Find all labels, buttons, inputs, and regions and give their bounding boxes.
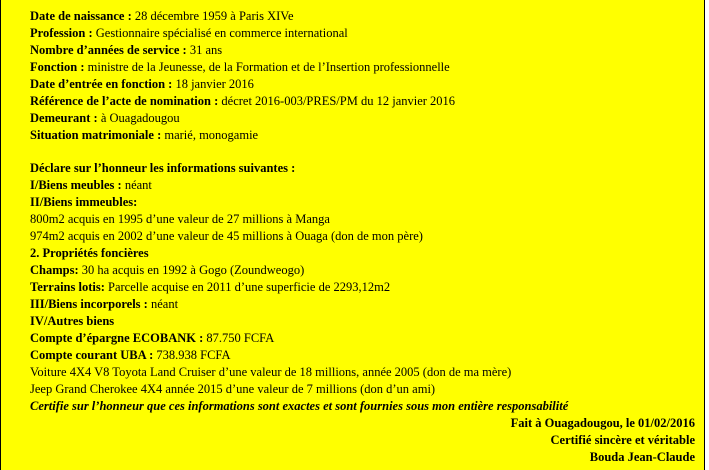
movable-assets-label: I/Biens meubles : [30, 178, 122, 192]
appointment-ref-value: décret 2016-003/PRES/PM du 12 janvier 2016 [218, 94, 456, 108]
residence-line [30, 110, 704, 127]
movable-assets-value: néant [121, 178, 152, 192]
function-value: ministre de la Jeunesse, de la Formation et de l’Insertion professionnelle [84, 60, 450, 74]
savings-account-label: Compte d’épargne ECOBANK : [30, 331, 204, 345]
marital-status-value: marié, monogamie [161, 128, 259, 142]
start-date-label: Date d’entrée en fonction : [30, 77, 173, 91]
place-date: Fait à Ouagadougou, le 01/02/2016 [510, 416, 695, 430]
profession-label: Profession : [30, 26, 93, 40]
appointment-ref-line [30, 93, 704, 110]
service-years-value: 31 ans [186, 43, 223, 57]
intangible-assets-line [30, 296, 704, 313]
intangible-assets-value: néant [147, 297, 179, 311]
spacer [30, 144, 704, 160]
profession-value: Gestionnaire spécialisé en commerce international [92, 26, 348, 40]
vehicle-item: Jeep Grand Cherokee 4X4 année 2015 d’une valeur de 7 millions (don d’un ami) [30, 382, 436, 396]
plots-label: Terrains lotis: [30, 280, 105, 294]
residence-value: à Ouagadougou [97, 111, 180, 125]
savings-account-line [30, 330, 704, 347]
signatory-name: Bouda Jean-Claude [589, 450, 695, 464]
declaration-heading: Déclare sur l’honneur les informations suivantes : [30, 161, 296, 175]
birth-date-value: 28 décembre 1959 à Paris XIVe [131, 9, 294, 23]
plots-value: Parcelle acquise en 2011 d’une superficie de 2293,12m2 [104, 280, 391, 294]
other-assets-heading: IV/Autres biens [30, 314, 115, 328]
current-account-value: 738.938 FCFA [153, 348, 231, 362]
real-estate-heading: II/Biens immeubles: [30, 195, 138, 209]
real-estate-item: 974m2 acquis en 2002 d’une valeur de 45 millions à Ouaga (don de mon père) [30, 229, 423, 243]
real-estate-item: 800m2 acquis en 1995 d’une valeur de 27 millions à Manga [30, 212, 330, 226]
intangible-assets-label: III/Biens incorporels : [30, 297, 148, 311]
fields-value: 30 ha acquis en 1992 à Gogo (Zoundweogo) [78, 263, 305, 277]
movable-assets-line [30, 177, 704, 194]
current-account-label: Compte courant UBA : [30, 348, 154, 362]
service-years-line [30, 42, 704, 59]
plots-line [30, 279, 704, 296]
savings-account-value: 87.750 FCFA [203, 331, 275, 345]
certification-statement: Certifie sur l’honneur que ces informations sont exactes et sont fournies sous mon entière responsabilité [30, 399, 569, 413]
service-years-label: Nombre d’années de service : [30, 43, 187, 57]
function-line [30, 59, 704, 76]
function-label: Fonction : [30, 60, 85, 74]
signature-block [1, 415, 704, 466]
current-account-line [30, 347, 704, 364]
fields-line [30, 262, 704, 279]
birth-date-label: Date de naissance : [30, 9, 132, 23]
birth-date-line [30, 8, 704, 25]
fields-label: Champs: [30, 263, 79, 277]
residence-label: Demeurant : [30, 111, 98, 125]
start-date-line [30, 76, 704, 93]
appointment-ref-label: Référence de l’acte de nomination : [30, 94, 219, 108]
vehicle-item: Voiture 4X4 V8 Toyota Land Cruiser d’une valeur de 18 millions, année 2005 (don de ma mère) [30, 365, 512, 379]
marital-status-label: Situation matrimoniale : [30, 128, 162, 142]
land-properties-heading: 2. Propriétés foncières [30, 246, 149, 260]
certified-text: Certifié sincère et véritable [550, 433, 695, 447]
start-date-value: 18 janvier 2016 [172, 77, 254, 91]
marital-status-line [30, 127, 704, 144]
profession-line [30, 25, 704, 42]
